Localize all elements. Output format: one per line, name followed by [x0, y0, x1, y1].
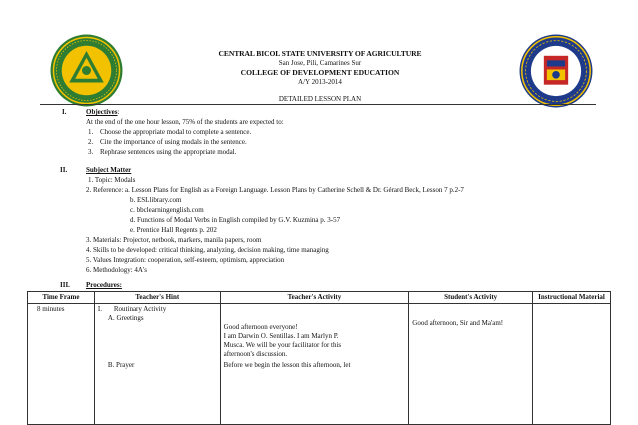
col-teachers-hint: Teacher's Hint	[94, 292, 220, 304]
subject-skills: 4. Skills to be developed: critical thinking, analyzing, decision making, time managing	[86, 246, 329, 254]
section-2-title: Subject Matter	[86, 166, 132, 174]
cell-hint	[94, 304, 220, 425]
section-1-number: I.	[62, 108, 67, 116]
col-students-activity: Student's Activity	[409, 292, 533, 304]
section-3-number: III.	[60, 281, 70, 289]
reference-e: e. Prentice Hall Regents p. 202	[130, 226, 217, 234]
document-title: DETAILED LESSON PLAN	[278, 95, 362, 103]
university-address: San Jose, Pili, Camarines Sur	[278, 59, 362, 67]
reference-d: d. Functions of Modal Verbs in English compiled by G.V. Kuzmina p. 3-57	[130, 216, 341, 224]
hint-greetings: A. Greetings	[107, 314, 144, 322]
objective-1-number: 1.	[88, 128, 94, 136]
table-header-row	[28, 292, 611, 304]
activity-line-5: Before we begin the lesson this afternoon, let	[223, 361, 351, 369]
objective-3-number: 3.	[88, 148, 94, 156]
reference-b: b. ESLlibrary.com	[130, 196, 182, 204]
col-teachers-activity: Teacher's Activity	[220, 292, 409, 304]
section-1-colon: :	[117, 108, 120, 116]
activity-line-4: afternoon's discussion.	[223, 350, 288, 358]
subject-reference: 2. Reference: a. Lesson Plans for English as a Foreign Language. Lesson Plans by Catherine Schell & Dr. Gérard Beck, Lesson 7 p.2-7	[86, 186, 464, 194]
objective-2: Cite the importance of using modals in the sentence.	[100, 138, 247, 146]
university-seal-icon	[49, 33, 124, 108]
subject-values: 5. Values Integration: cooperation, self-esteem, optimism, appreciation	[86, 256, 285, 264]
cell-teacher-activity	[220, 304, 409, 425]
header-divider	[40, 104, 596, 105]
col-time-frame: Time Frame	[28, 292, 95, 304]
section-1-heading	[86, 108, 119, 117]
activity-line-1: Good afternoon everyone!	[223, 323, 298, 331]
cell-time	[28, 304, 95, 425]
academic-year: A/Y 2013-2014	[298, 78, 342, 86]
hint-title: Routinary Activity	[113, 305, 167, 313]
reference-c: c. bbclearningenglish.com	[130, 206, 204, 214]
college-name: COLLEGE OF DEVELOPMENT EDUCATION	[240, 68, 400, 77]
time-frame-value: 8 minutes	[37, 305, 65, 313]
subject-materials: 3. Materials: Projector, netbook, markers, manila papers, room	[86, 236, 262, 244]
university-name: CENTRAL BICOL STATE UNIVERSITY OF AGRICULTURE	[218, 49, 422, 58]
college-seal-icon	[518, 33, 594, 109]
section-2-number: II.	[60, 166, 68, 174]
hint-prayer: B. Prayer	[107, 361, 135, 369]
col-instructional-material: Instructional Material	[533, 292, 611, 304]
objective-1: Choose the appropriate modal to complete a sentence.	[100, 128, 252, 136]
cell-student-activity	[409, 304, 533, 425]
hint-number: I.	[97, 305, 102, 313]
objective-2-number: 2.	[88, 138, 94, 146]
activity-line-2: I am Darwin O. Sentillas. I am Marlyn P.	[223, 332, 339, 340]
subject-topic: 1. Topic: Modals	[88, 176, 136, 184]
section-3-title: Procedures:	[86, 281, 122, 289]
subject-methodology: 6. Methodology: 4A's	[86, 266, 147, 274]
cell-instructional-material	[533, 304, 611, 425]
procedures-table	[27, 291, 611, 425]
objectives-intro: At the end of the one hour lesson, 75% of the students are expected to:	[86, 118, 284, 126]
section-1-title: Objectives	[86, 108, 118, 116]
activity-line-3: Musca. We will be your facilitator for this	[223, 341, 342, 349]
table-row	[28, 304, 611, 425]
objective-3: Rephrase sentences using the appropriate modal.	[100, 148, 237, 156]
student-response-1: Good afternoon, Sir and Ma'am!	[412, 319, 504, 327]
